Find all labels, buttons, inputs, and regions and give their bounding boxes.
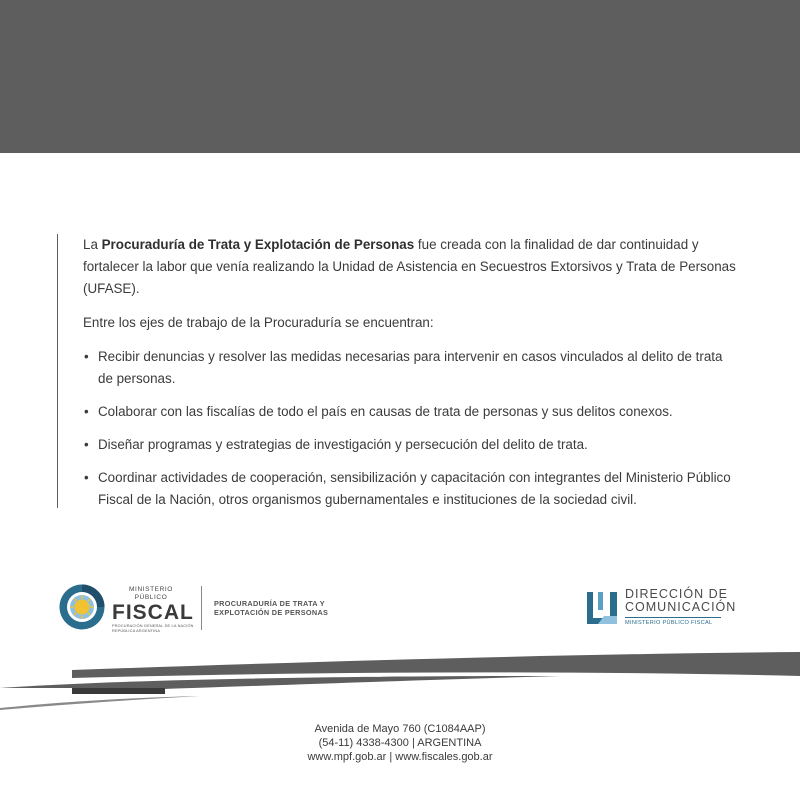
dc-logo [586, 587, 737, 632]
bullet-text: Coordinar actividades de cooperación, sensibilización y capacitación con integrantes del Ministerio Público Fiscal de la Nación, otros organismos gubernamentales e instituciones de la sociedad civil. [98, 470, 731, 507]
mpf-top-label: MINISTERIO PÚBLICO [129, 586, 173, 601]
bullet-list [83, 346, 737, 511]
bullet-item [83, 467, 737, 511]
bullet-text: Recibir denuncias y resolver las medidas necesarias para intervenir en casos vinculados al delito de trata de personas. [98, 349, 723, 386]
intro-bold-title: Procuraduría de Trata y Explotación de Personas [101, 237, 415, 252]
sun-seal-icon [59, 584, 105, 630]
bullet-item [83, 401, 737, 423]
logo-divider [201, 586, 202, 630]
intro-rest: fue creada con la finalidad de dar continuidad y fortalecer la labor que venía realizando la Unidad de Asistencia en Secuestros Extorsivos y Trata de Personas (UFASE). [83, 237, 736, 296]
content-block [57, 234, 737, 508]
footer-web: www.mpf.gob.ar | www.fiscales.gob.ar [307, 751, 493, 763]
bullet-dot: • [84, 404, 89, 419]
footer-phone: (54-11) 4338-4300 | ARGENTINA [318, 737, 482, 749]
footer [0, 722, 800, 764]
mpf-sub1: PROCURACIÓN GENERAL DE LA NACIÓN [112, 624, 194, 628]
mpf-name: FISCAL [112, 601, 194, 624]
bullet-text: Colaborar con las fiscalías de todo el país en causas de trata de personas y sus delitos conexos. [98, 404, 673, 419]
mpf-logo [59, 584, 349, 634]
bullet-dot: • [84, 349, 89, 364]
bullet-item [83, 346, 737, 390]
bullet-text: Diseñar programas y estrategias de investigación y persecución del delito de trata. [98, 437, 588, 452]
bullet-dot: • [84, 470, 89, 485]
procuraduria-label [214, 599, 344, 617]
swoosh-decoration [0, 650, 800, 710]
dc-line2: COMUNICACIÓN [625, 600, 737, 614]
intro-prefix: La [83, 237, 102, 252]
top-gray-band [0, 0, 800, 153]
bullet-item [83, 434, 737, 456]
dc-rule [625, 617, 721, 618]
dc-line3: MINISTERIO PÚBLICO FISCAL [625, 620, 713, 626]
mpf-sub2: REPÚBLICA ARGENTINA [112, 629, 161, 633]
procuraduria-line1: PROCURADURÍA DE TRATA Y [214, 599, 325, 608]
dc-mark-icon [586, 588, 622, 628]
intro-paragraph [83, 234, 737, 300]
footer-address: Avenida de Mayo 760 (C1084AAP) [314, 723, 486, 735]
dc-line1: DIRECCIÓN DE [625, 587, 728, 601]
procuraduria-line2: EXPLOTACIÓN DE PERSONAS [214, 608, 329, 617]
lead-paragraph: Entre los ejes de trabajo de la Procuraduría se encuentran: [83, 315, 434, 330]
bullet-dot: • [84, 437, 89, 452]
